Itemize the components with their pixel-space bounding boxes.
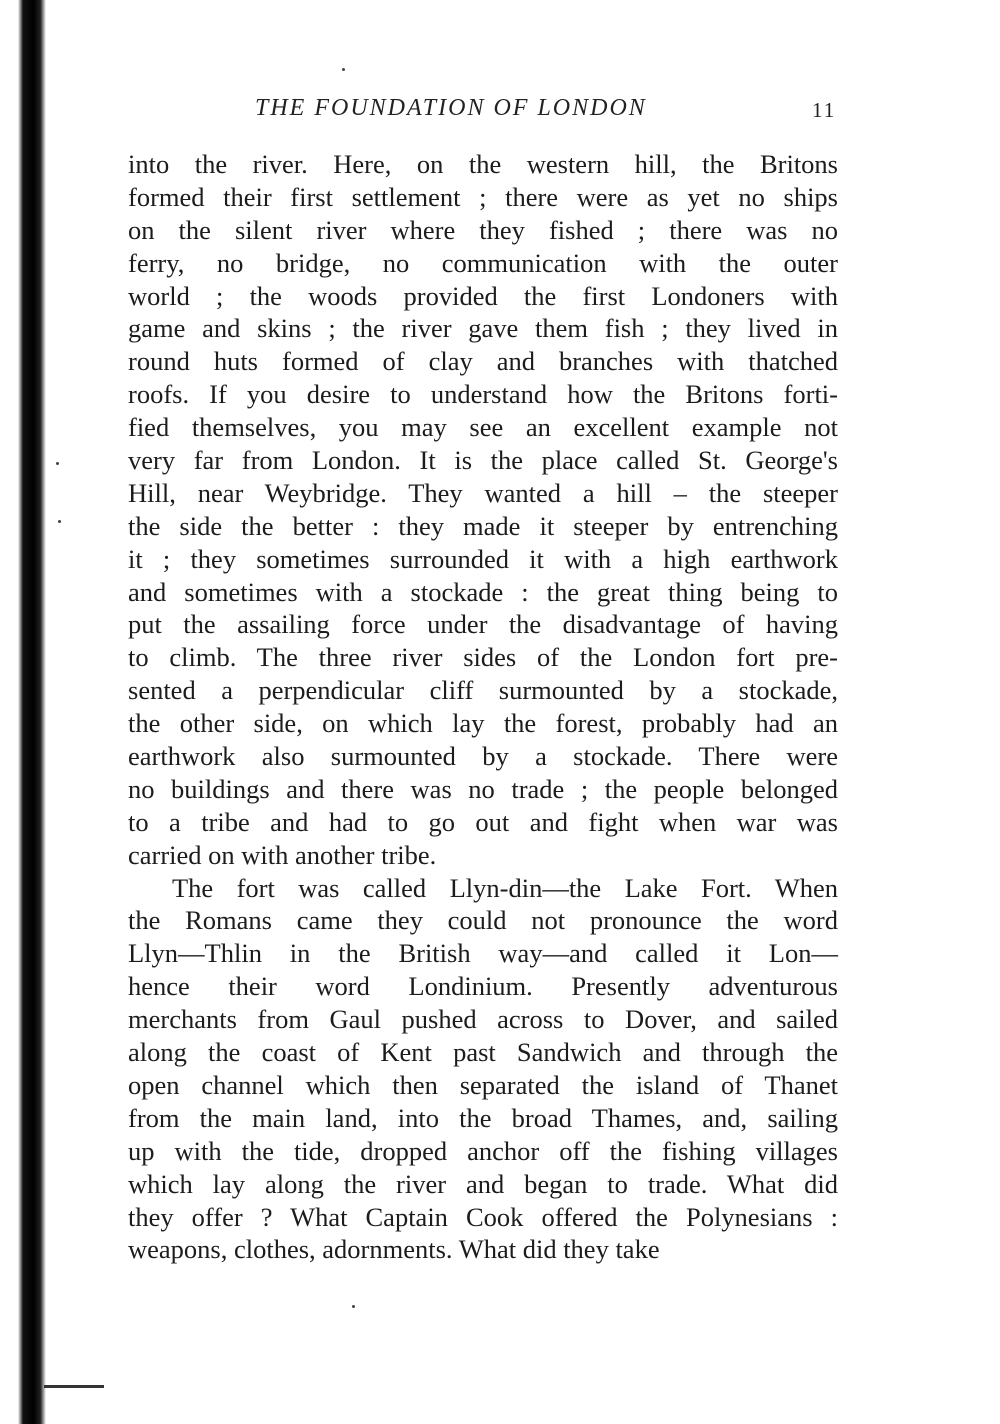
text-line: formed their first settlement ; there were as yet no ships	[128, 181, 838, 212]
scan-speck	[56, 462, 59, 465]
text-line: game and skins ; the river gave them fish ; they lived in	[128, 313, 838, 344]
running-title: THE FOUNDATION OF LONDON	[255, 95, 647, 121]
text-line: along the coast of Kent past Sandwich and through the	[128, 1037, 838, 1068]
text-line: carried on with another tribe.	[128, 839, 437, 870]
text-line: sented a perpendicular cliff surmounted by a stockade,	[128, 675, 838, 706]
text-line: open channel which then separated the island of Thanet	[128, 1069, 838, 1100]
scan-speck	[58, 520, 61, 523]
text-line: they offer ? What Captain Cook offered the Polynesians :	[128, 1201, 838, 1232]
text-line: weapons, clothes, adornments. What did they take	[128, 1234, 660, 1265]
text-line: roofs. If you desire to understand how the Britons forti-	[128, 379, 838, 410]
text-line: no buildings and there was no trade ; the people belonged	[128, 773, 838, 804]
text-line: earthwork also surmounted by a stockade. There were	[128, 741, 838, 772]
text-line: The fort was called Llyn-din—the Lake Fort. When	[172, 872, 838, 903]
text-line: and sometimes with a stockade : the great thing being to	[128, 576, 838, 607]
text-line: into the river. Here, on the western hill, the Britons	[128, 149, 838, 179]
scan-speck	[352, 1305, 355, 1308]
text-line: it ; they sometimes surrounded it with a high earthwork	[128, 543, 838, 574]
text-line: Llyn—Thlin in the British way—and called it Lon—	[128, 938, 838, 969]
text-line: hence their word Londinium. Presently adventurous	[128, 971, 838, 1002]
text-line: which lay along the river and began to trade. What did	[128, 1168, 838, 1199]
text-line: very far from London. It is the place called St. George's	[128, 445, 838, 476]
body-text	[128, 148, 838, 1266]
text-line: Hill, near Weybridge. They wanted a hill – the steeper	[128, 477, 838, 508]
text-line: on the silent river where they fished ; there was no	[128, 214, 838, 245]
text-line: fied themselves, you may see an excellent example not	[128, 412, 838, 443]
text-line: put the assailing force under the disadvantage of having	[128, 609, 838, 640]
text-line: world ; the woods provided the first Londoners with	[128, 280, 838, 311]
text-line: up with the tide, dropped anchor off the fishing villages	[128, 1135, 838, 1166]
text-line: to a tribe and had to go out and fight when war was	[128, 806, 838, 837]
text-line: from the main land, into the broad Thames, and, sailing	[128, 1102, 838, 1133]
text-line: the side the better : they made it steeper by entrenching	[128, 510, 838, 541]
binding-edge	[18, 0, 46, 1424]
text-line: merchants from Gaul pushed across to Dover, and sailed	[128, 1004, 838, 1035]
text-line: the Romans came they could not pronounce the word	[128, 905, 838, 936]
text-line: the other side, on which lay the forest, probably had an	[128, 708, 838, 739]
text-line: ferry, no bridge, no communication with the outer	[128, 247, 838, 278]
scan-speck	[342, 68, 345, 71]
text-line: round huts formed of clay and branches with thatched	[128, 346, 838, 377]
text-line: to climb. The three river sides of the London fort pre-	[128, 642, 838, 673]
page-number: 11	[812, 98, 837, 122]
